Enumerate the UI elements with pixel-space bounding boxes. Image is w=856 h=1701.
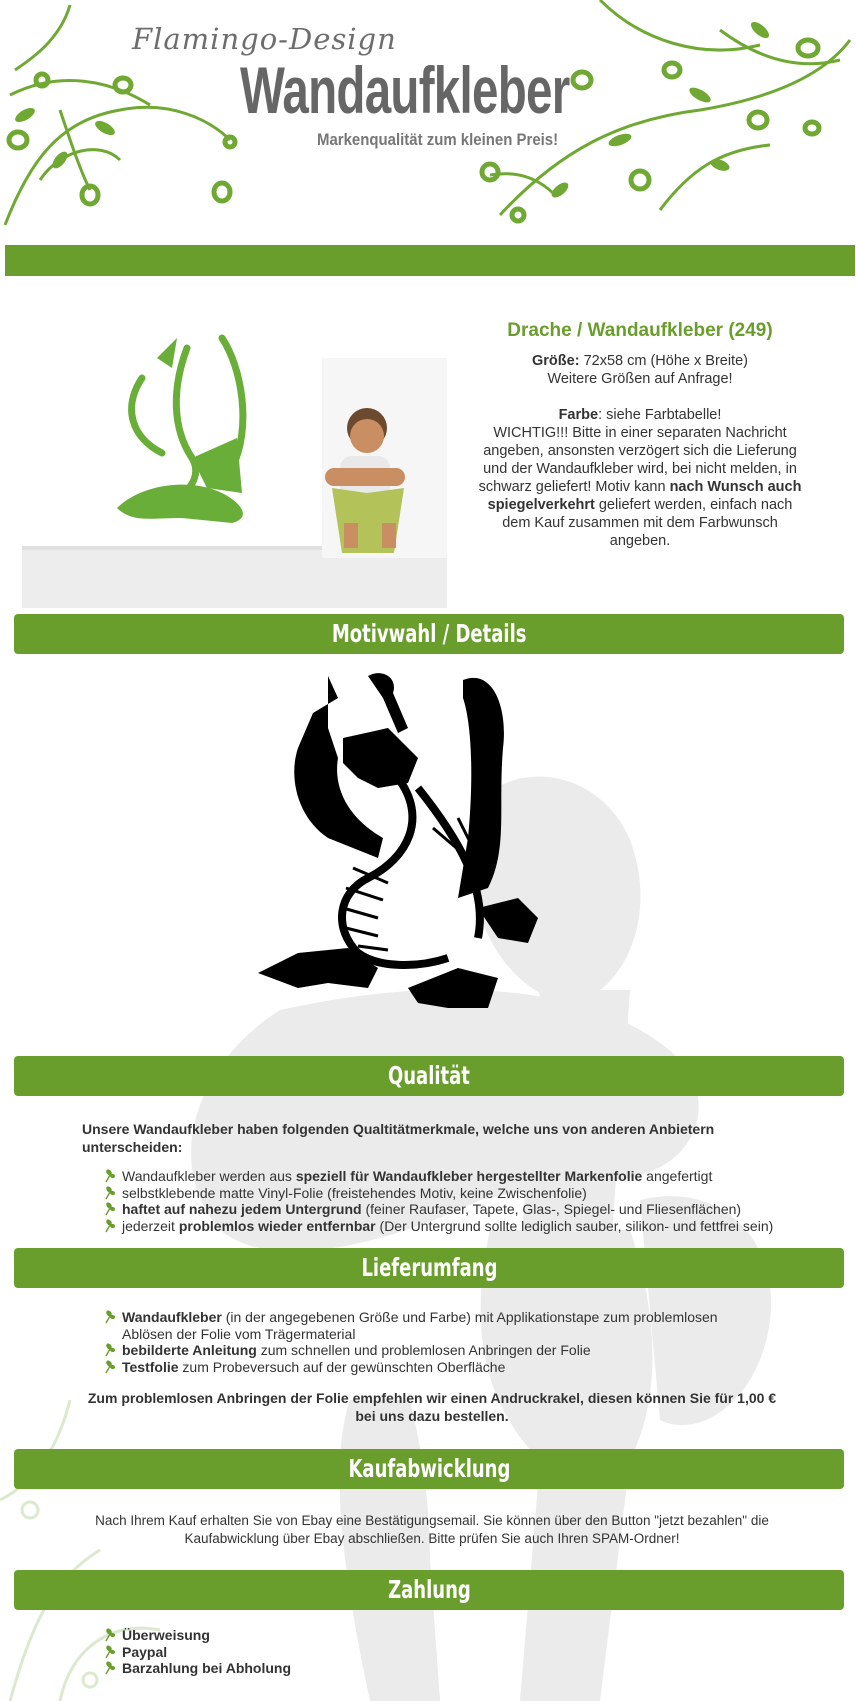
item-bold: speziell für Wandaufkleber hergestellter Markenfolie [295, 1168, 643, 1184]
leaf-bullet-icon [104, 1219, 116, 1233]
payment-list [104, 1627, 504, 1677]
mirror-bold: nach Wunsch auch spiegelverkehrt [487, 479, 802, 513]
item-text: (feiner Raufaser, Tapete, Glas-, Spiegel- und Fliesenflächen) [361, 1201, 742, 1217]
product-title: Drache / Wandaufkleber (249) [507, 320, 773, 341]
color-line [475, 406, 805, 424]
leaf-bullet-icon [104, 1310, 116, 1324]
list-item [104, 1342, 764, 1359]
header-banner [0, 0, 856, 240]
section-bar-zahlung [14, 1570, 844, 1610]
list-item [104, 1168, 804, 1185]
important-text: WICHTIG!!! Bitte in einer separaten Nachricht angeben, ansonsten verzögert sich die Lieferung und der Wandaufkleber wird, bei nicht melden, in schwarz geliefert! Motiv kann [478, 425, 797, 495]
list-item [104, 1359, 764, 1376]
delivery-list [104, 1309, 764, 1375]
item-text: zum schnellen und problemlosen Anbringen der Folie [256, 1342, 591, 1358]
leaf-bullet-icon [104, 1186, 116, 1200]
product-description [475, 322, 805, 550]
color-label: Farbe [558, 407, 599, 423]
item-bold: bebilderte Anleitung [122, 1342, 257, 1358]
tagline: Markenqualität zum kleinen Preis! [317, 130, 559, 149]
leaf-bullet-icon [104, 1661, 116, 1675]
list-item [104, 1185, 804, 1202]
section-title: Kaufabwicklung [348, 1454, 510, 1483]
page-title: Wandaufkleber [240, 53, 570, 127]
leaf-bullet-icon [104, 1360, 116, 1374]
dragon-motif-image [258, 668, 588, 1016]
item-bold: Testfolie [122, 1358, 179, 1375]
list-item [104, 1218, 804, 1235]
item-text: zum Probeversuch auf der gewünschten Oberfläche [178, 1358, 506, 1375]
payment-method: Barzahlung bei Abholung [122, 1660, 292, 1676]
size-line [475, 352, 805, 370]
leaf-bullet-icon [104, 1202, 116, 1216]
payment-method: Überweisung [122, 1627, 210, 1643]
section-bar-lieferumfang [14, 1248, 844, 1288]
important-note [475, 424, 805, 550]
item-text: (in der angegebenen Größe und Farbe) mit Applikationstape zum problemlosen Ablösen der Folie vom Trägermaterial [122, 1309, 718, 1342]
section-bar-qualitaet [14, 1056, 844, 1096]
brand-name: Flamingo-Design [132, 22, 397, 56]
item-text: jederzeit [122, 1217, 179, 1234]
section-bar-kaufabwicklung [14, 1449, 844, 1489]
product-image [22, 318, 447, 608]
section-title: Zahlung [387, 1575, 471, 1604]
list-item [104, 1660, 504, 1677]
leaf-bullet-icon [104, 1628, 116, 1642]
purchase-text: Nach Ihrem Kauf erhalten Sie von Ebay eine Bestätigungsemail. Sie können über den Button "jetzt bezahlen" die Kaufabwicklung über Ebay abschließen. Bitte prüfen Sie auch Ihren SPAM-Ordner! [95, 1513, 769, 1546]
leaf-bullet-icon [104, 1343, 116, 1357]
payment-method: Paypal [122, 1643, 168, 1660]
list-item [104, 1644, 504, 1661]
list-item [104, 1309, 764, 1342]
section-title: Qualität [388, 1061, 470, 1090]
header-divider-bar [5, 245, 855, 276]
quality-list [104, 1168, 804, 1234]
list-item [104, 1201, 804, 1218]
more-sizes-text: Weitere Größen auf Anfrage! [547, 371, 733, 387]
section-bar-motivwahl [14, 614, 844, 654]
section-title: Lieferumfang [360, 1253, 498, 1282]
item-text: Wandaufkleber werden aus [122, 1168, 296, 1184]
size-label: Größe: [532, 353, 580, 369]
item-text: (Der Untergrund sollte lediglich sauber, silikon- und fettfrei sein) [375, 1217, 774, 1234]
delivery-note: Zum problemlosen Anbringen der Folie empfehlen wir einen Andruckrakel, diesen können Sie für 1,00 € bei uns dazu bestellen. [87, 1390, 777, 1424]
section-title: Motivwahl / Details [331, 619, 527, 648]
item-text: selbstklebende matte Vinyl-Folie (freistehendes Motiv, keine Zwischenfolie) [122, 1184, 587, 1201]
item-bold: haftet auf nahezu jedem Untergrund [122, 1201, 362, 1217]
mirror-rest: geliefert werden, einfach nach dem Kauf zusammen mit dem Farbwunsch angeben. [502, 497, 793, 549]
item-bold: Wandaufkleber [122, 1309, 222, 1325]
list-item [104, 1627, 504, 1644]
color-text: : siehe Farbtabelle! [598, 407, 722, 423]
size-value: 72x58 cm (Höhe x Breite) [579, 353, 748, 369]
quality-intro: Unsere Wandaufkleber haben folgenden Qualtitätmerkmale, welche uns von anderen Anbietern unterscheiden: [82, 1121, 715, 1155]
item-text: angefertigt [642, 1168, 713, 1184]
leaf-bullet-icon [104, 1169, 116, 1183]
leaf-bullet-icon [104, 1645, 116, 1659]
item-bold: problemlos wieder entfernbar [178, 1217, 376, 1234]
